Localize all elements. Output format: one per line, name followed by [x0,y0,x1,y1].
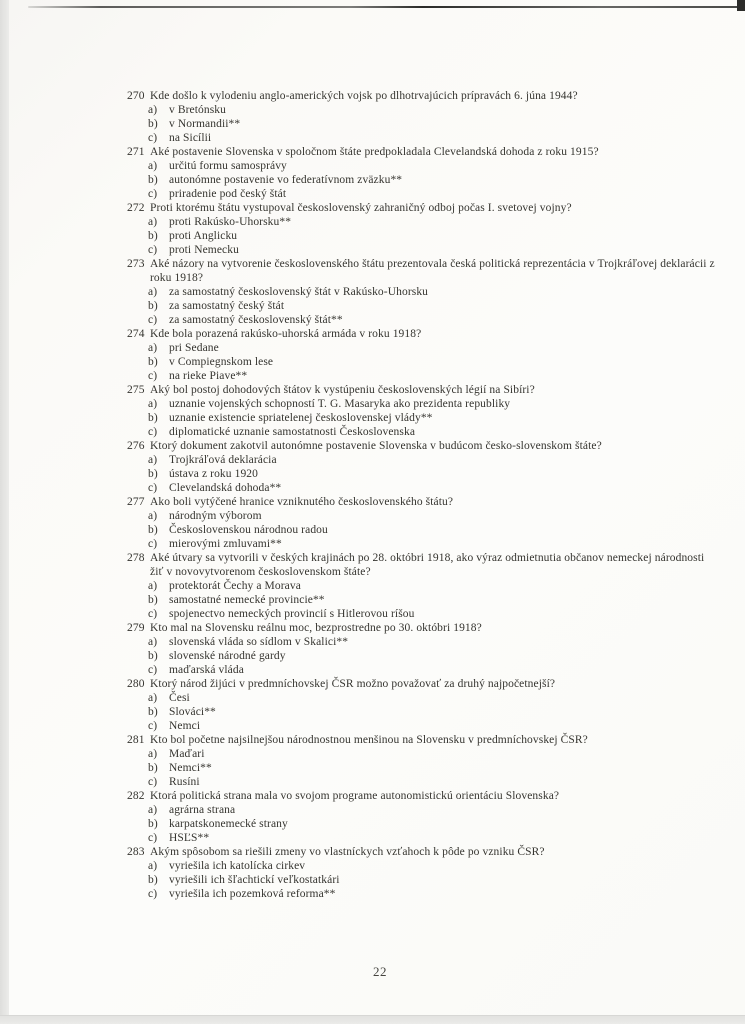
scan-artifact-corner-mark [737,0,745,11]
answer-option [148,173,715,187]
question-number: 279 [127,622,145,634]
answer-option [148,131,715,145]
option-letter: a) [148,104,158,116]
answer-option [148,593,715,607]
question-item [127,383,715,439]
answer-option [148,523,715,537]
answer-option [148,635,715,649]
option-letter: a) [148,692,158,704]
option-text: proti Nemecku [169,244,239,256]
answer-option [148,229,715,243]
option-letter: a) [148,748,158,760]
option-text: za samostatný český štát [169,300,285,312]
option-letter: c) [148,314,158,326]
question-text: Ktorý národ žijúci v predmníchovskej ČSR možno považovať za druhý najpočetnejší? [150,678,556,690]
option-text: ústava z roku 1920 [169,468,258,480]
question-item [127,551,715,621]
question-number: 278 [127,552,145,564]
option-text: v Normandii** [169,118,241,130]
page-number: 22 [373,964,387,979]
question-text: Proti ktorému štátu vystupoval československý zahraničný odboj počas I. svetovej vojny? [150,202,572,214]
question-number: 283 [127,846,145,858]
option-letter: c) [148,538,158,550]
option-letter: b) [148,874,158,886]
answer-option [148,705,715,719]
option-letter: c) [148,370,158,382]
answer-option [148,159,715,173]
option-letter: b) [148,230,158,242]
option-letter: c) [148,482,158,494]
option-text: agrárna strana [169,804,236,816]
option-text: Maďari [169,748,205,760]
option-text: na Sicílii [169,132,212,144]
option-letter: a) [148,454,158,466]
question-text: Aké názory na vytvorenie československého štátu prezentovala česká politická reprezentácia v Trojkráľovej deklarácii z roku 1918? [150,258,715,284]
answer-option [148,243,715,257]
question-number: 273 [127,258,145,270]
option-text: na rieke Piave** [169,370,248,382]
option-letter: b) [148,650,158,662]
question-text: Kto bol početne najsilnejšou národnostnou menšinou na Slovensku v predmníchovskej ČSR? [150,734,588,746]
answer-option [148,691,715,705]
option-letter: c) [148,888,158,900]
option-text: autonómne postavenie vo federatívnom zväzku** [169,174,403,186]
answer-option [148,607,715,621]
option-letter: c) [148,426,158,438]
option-text: Rusíni [169,776,200,788]
question-number: 270 [127,90,145,102]
option-letter: c) [148,664,158,676]
option-text: diplomatické uznanie samostatnosti Československa [169,426,416,438]
question-item [127,733,715,789]
option-letter: a) [148,286,158,298]
question-text: Kde došlo k vylodeniu anglo-amerických vojsk po dlhotrvajúcich prípravách 6. júna 1944? [150,90,578,102]
option-text: za samostatný československý štát** [169,314,343,326]
answer-option [148,299,715,313]
option-text: národným výborom [169,510,262,522]
answer-option [148,341,715,355]
option-text: Clevelandská dohoda** [169,482,282,494]
answer-option [148,663,715,677]
option-letter: a) [148,804,158,816]
option-letter: b) [148,300,158,312]
option-text: v Compiegnskom lese [169,356,274,368]
option-letter: b) [148,412,158,424]
question-item [127,327,715,383]
option-text: karpatskonemecké strany [169,818,288,830]
answer-option [148,873,715,887]
scanned-page [8,0,745,1016]
option-letter: c) [148,720,158,732]
question-number: 281 [127,734,145,746]
scan-edge-bottom [0,1015,745,1024]
option-text: určitú formu samosprávy [169,160,287,172]
question-text: Ako boli vytýčené hranice vzniknutého československého štátu? [150,496,454,508]
question-text: Aký bol postoj dohodových štátov k vystúpeniu československých légií na Sibíri? [150,384,535,396]
option-letter: b) [148,174,158,186]
option-letter: a) [148,636,158,648]
question-number: 271 [127,146,145,158]
option-letter: b) [148,524,158,536]
answer-option [148,803,715,817]
answer-option [148,285,715,299]
question-item [127,677,715,733]
option-letter: c) [148,776,158,788]
question-text: Ktorá politická strana mala vo svojom programe autonomistickú orientáciu Slovenska? [150,790,560,802]
question-number: 275 [127,384,145,396]
option-text: Slováci** [169,706,216,718]
option-text: v Bretónsku [169,104,226,116]
option-letter: b) [148,762,158,774]
option-text: priradenie pod český štát [169,188,287,200]
option-letter: a) [148,580,158,592]
option-letter: a) [148,160,158,172]
answer-option [148,425,715,439]
question-text: Aké útvary sa vytvorili v českých krajinách po 28. októbri 1918, ako výraz odmietnutia občanov nemeckej národnosti žiť v novovytvorenom československom štáte? [150,552,705,578]
option-letter: a) [148,510,158,522]
answer-option [148,467,715,481]
question-text: Aké postavenie Slovenska v spoločnom štáte predpokladala Clevelandská dohoda z roku 1915? [150,146,599,158]
option-letter: b) [148,118,158,130]
answer-option [148,537,715,551]
option-letter: c) [148,832,158,844]
option-text: vyriešila ich katolícka cirkev [169,860,306,872]
answer-option [148,411,715,425]
question-text: Kto mal na Slovensku reálnu moc, bezprostredne po 30. októbri 1918? [150,622,482,634]
option-letter: c) [148,608,158,620]
option-text: Trojkráľová deklarácia [169,454,277,466]
answer-option [148,859,715,873]
answer-option [148,215,715,229]
answer-option [148,481,715,495]
option-text: maďarská vláda [169,664,244,676]
question-text: Ktorý dokument zakotvil autonómne postavenie Slovenska v budúcom česko-slovenskom štáte? [150,440,602,452]
question-text: Akým spôsobom sa riešili zmeny vo vlastníckych vzťahoch k pôde po vzniku ČSR? [150,846,545,858]
answer-option [148,369,715,383]
option-text: HSĽS** [169,832,210,844]
question-number: 277 [127,496,145,508]
answer-option [148,719,715,733]
answer-option [148,775,715,789]
question-item [127,439,715,495]
option-text: vyriešila ich pozemková reforma** [169,888,336,900]
answer-option [148,887,715,901]
option-text: Nemci [169,720,201,732]
question-item [127,845,715,901]
option-text: pri Sedane [169,342,219,354]
question-item [127,257,715,327]
option-text: samostatné nemecké provincie** [169,594,325,606]
option-letter: c) [148,244,158,256]
option-text: vyriešili ich šľachtickí veľkostatkári [169,874,340,886]
answer-option [148,761,715,775]
option-text: slovenské národné gardy [169,650,286,662]
question-item [127,621,715,677]
question-list [127,89,715,901]
question-item [127,89,715,145]
option-letter: b) [148,468,158,480]
option-letter: a) [148,342,158,354]
answer-option [148,397,715,411]
answer-option [148,453,715,467]
option-letter: a) [148,216,158,228]
question-number: 272 [127,202,145,214]
option-text: protektorát Čechy a Morava [169,580,301,592]
option-letter: c) [148,188,158,200]
option-letter: c) [148,132,158,144]
question-number: 280 [127,678,145,690]
answer-option [148,747,715,761]
option-text: Česi [169,692,190,704]
option-text: proti Rakúsko-Uhorsku** [169,216,292,228]
answer-option [148,509,715,523]
question-number: 282 [127,790,145,802]
option-text: uznanie vojenských schopností T. G. Masaryka ako prezidenta republiky [169,398,511,410]
option-text: proti Anglicku [169,230,238,242]
question-number: 276 [127,440,145,452]
option-letter: b) [148,818,158,830]
option-letter: b) [148,594,158,606]
answer-option [148,313,715,327]
answer-option [148,817,715,831]
question-item [127,789,715,845]
question-item [127,145,715,201]
question-text: Kde bola porazená rakúsko-uhorská armáda v roku 1918? [150,328,422,340]
option-text: spojenectvo nemeckých provincií s Hitlerovou ríšou [169,608,415,620]
option-text: Československou národnou radou [169,524,328,536]
answer-option [148,103,715,117]
question-item [127,201,715,257]
answer-option [148,117,715,131]
option-letter: a) [148,398,158,410]
answer-option [148,831,715,845]
answer-option [148,187,715,201]
answer-option [148,649,715,663]
option-letter: a) [148,860,158,872]
answer-option [148,579,715,593]
answer-option [148,355,715,369]
option-letter: b) [148,706,158,718]
option-text: Nemci** [169,762,212,774]
option-letter: b) [148,356,158,368]
scan-edge-left [0,0,9,1024]
question-number: 274 [127,328,145,340]
question-item [127,495,715,551]
option-text: mierovými zmluvami** [169,538,282,550]
option-text: slovenská vláda so sídlom v Skalici** [169,636,349,648]
option-text: za samostatný československý štát v Rakúsko-Uhorsku [169,286,429,298]
scan-artifact-top-line [28,6,745,8]
option-text: uznanie existencie spriatelenej československej vlády** [169,412,433,424]
